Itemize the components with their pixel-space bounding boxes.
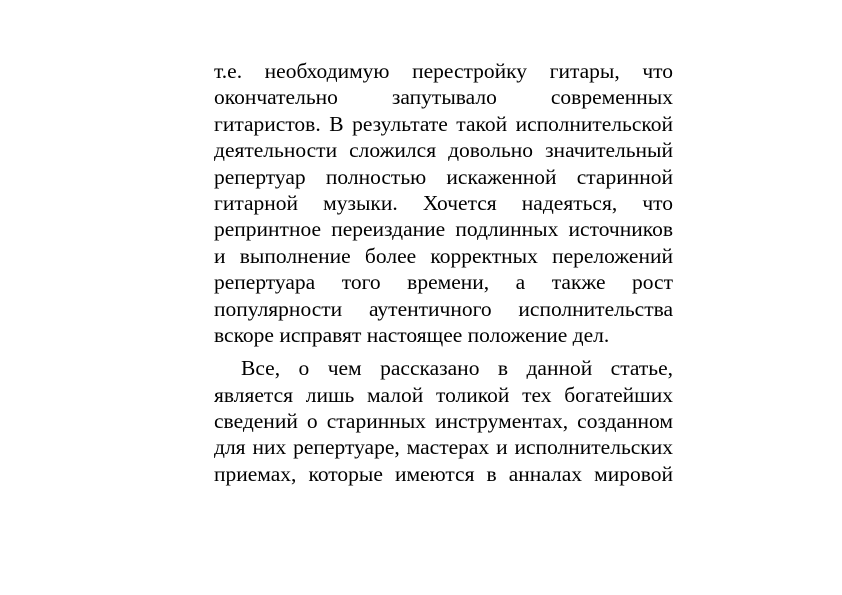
text-line: популярности аутентичного исполнительства	[214, 296, 673, 321]
paragraph-2	[214, 355, 673, 487]
text-line: репертуара того времени, а также рост	[214, 270, 673, 295]
paragraph-1	[214, 58, 673, 348]
text-line: вскоре исправят настоящее положение дел.	[214, 322, 610, 347]
text-line: сведений о старинных инструментах, созданном	[214, 409, 673, 434]
paragraph-spacer	[214, 348, 673, 355]
text-line: Все, о чем рассказано в данной статье,	[241, 356, 673, 381]
text-line: репринтное переиздание подлинных источников	[214, 217, 673, 242]
text-line: гитаристов. В результате такой исполнительской	[214, 111, 673, 136]
text-line: т.е. необходимую перестройку гитары, что	[214, 59, 673, 83]
text-line: и выполнение более корректных переложений	[214, 243, 673, 268]
text-line: гитарной музыки. Хочется надеяться, что	[214, 190, 673, 215]
body-text	[214, 58, 673, 487]
text-line: приемах, которые имеются в анналах мировой	[214, 461, 673, 486]
text-line: репертуар полностью искаженной старинной	[214, 164, 673, 189]
text-line: для них репертуаре, мастерах и исполнительских	[214, 435, 673, 460]
text-line: деятельности сложился довольно значительный	[214, 138, 673, 163]
text-line: является лишь малой толикой тех богатейших	[214, 382, 673, 407]
text-line: окончательно запутывало современных	[214, 85, 673, 110]
